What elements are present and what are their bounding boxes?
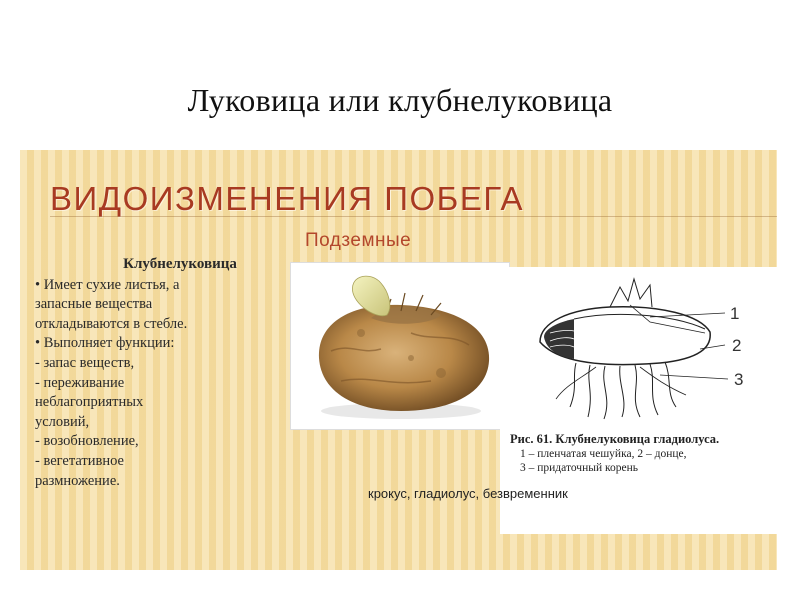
header-divider <box>50 216 777 217</box>
panel-subheader: Подземные <box>305 230 412 251</box>
description-line: размножение. <box>35 472 120 489</box>
caption-title: Рис. 61. Клубнелуковица гладиолуса. <box>510 432 720 446</box>
corm-photo-icon <box>291 263 509 429</box>
description-line: • Выполняет функции: <box>35 335 175 352</box>
panel-header: ВИДОИЗМЕНЕНИЯ ПОБЕГА <box>50 180 525 217</box>
diagram-label: 1 <box>730 304 740 323</box>
description-line: условий, <box>35 413 90 430</box>
description-line: - запас веществ, <box>35 354 135 371</box>
caption-lines <box>510 447 775 475</box>
description-line: откладываются в стебле. <box>35 315 188 332</box>
corm-photo <box>290 262 510 430</box>
gladiolus-corm-diagram-icon <box>500 267 777 427</box>
caption-line: 1 – пленчатая чешуйка, 2 – донце, <box>520 448 687 460</box>
description-lines <box>35 276 305 492</box>
description-heading: Клубнелуковица <box>123 256 237 272</box>
description-line: - переживание <box>35 374 125 391</box>
diagram-label: 2 <box>732 336 742 355</box>
description-line: • Имеет сухие листья, а <box>35 276 180 293</box>
description-line: неблагоприятных <box>35 394 144 411</box>
description-line: - возобновление, <box>35 433 139 450</box>
description-line: - вегетативное <box>35 452 124 469</box>
slide-title: Луковица или клубнелуковица <box>187 82 613 118</box>
examples-text: крокус, гладиолус, безвременник <box>368 486 568 501</box>
content-panel <box>20 150 777 570</box>
caption-line: 3 – придаточный корень <box>520 462 638 474</box>
diagram-label: 3 <box>734 370 744 389</box>
description-line: запасные вещества <box>35 296 153 313</box>
diagram-caption <box>510 432 775 475</box>
description-text <box>35 255 305 491</box>
